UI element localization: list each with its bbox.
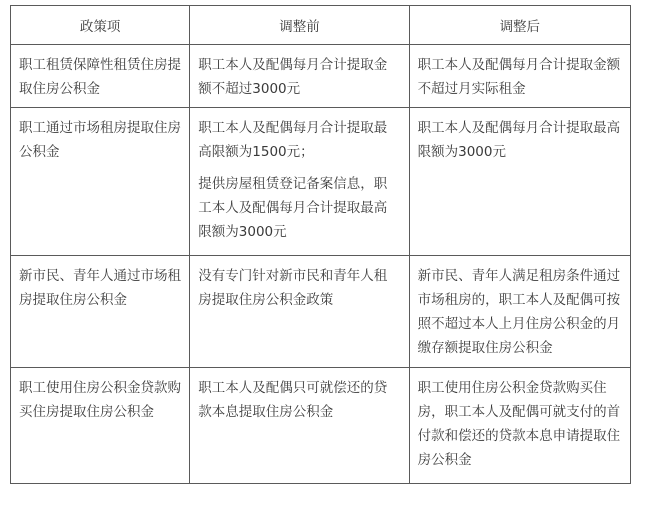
before-cell [190,256,409,368]
policy-item-cell [11,108,190,256]
before-text: 职工本人及配偶每月合计提取金额不超过3000元 [198,57,388,97]
before-cell [190,45,409,108]
policy-item-cell [11,45,190,108]
after-cell [409,108,630,256]
policy-item-cell [11,256,190,368]
after-text: 职工本人及配偶每月合计提取金额不超过月实际租金 [417,57,621,97]
before-cell [190,108,409,256]
after-cell [409,256,630,368]
policy-comparison-table [10,5,631,484]
table-row [11,108,631,256]
policy-item-text: 职工通过市场租房提取住房公积金 [19,120,181,160]
policy-item-text: 职工租赁保障性租赁住房提取住房公积金 [19,57,181,97]
policy-item-text: 职工使用住房公积金贷款购买住房提取住房公积金 [19,380,181,420]
before-text: 职工本人及配偶每月合计提取最高限额为1500元； [198,120,388,160]
header-policy-item: 政策项 [11,6,190,45]
policy-item-text: 新市民、青年人通过市场租房提取住房公积金 [19,268,181,308]
after-text: 职工本人及配偶每月合计提取最高限额为3000元 [417,120,621,160]
header-before: 调整前 [190,6,409,45]
after-text: 新市民、青年人满足租房条件通过市场租房的，职工本人及配偶可按照不超过本人上月住房公积金的月缴存额提取住房公积金 [417,268,621,356]
table-row [11,45,631,108]
after-cell [409,368,630,484]
policy-item-cell [11,368,190,484]
before-text: 职工本人及配偶只可就偿还的贷款本息提取住房公积金 [198,380,388,420]
after-text: 职工使用住房公积金贷款购买住房，职工本人及配偶可就支付的首付款和偿还的贷款本息申请提取住房公积金 [417,380,621,468]
before-text: 提供房屋租赁登记备案信息，职工本人及配偶每月合计提取最高限额为3000元 [198,176,388,240]
header-after: 调整后 [409,6,630,45]
before-text: 没有专门针对新市民和青年人租房提取住房公积金政策 [198,268,388,308]
table-header-row [11,6,631,45]
table-row [11,256,631,368]
table-row [11,368,631,484]
after-cell [409,45,630,108]
before-cell [190,368,409,484]
